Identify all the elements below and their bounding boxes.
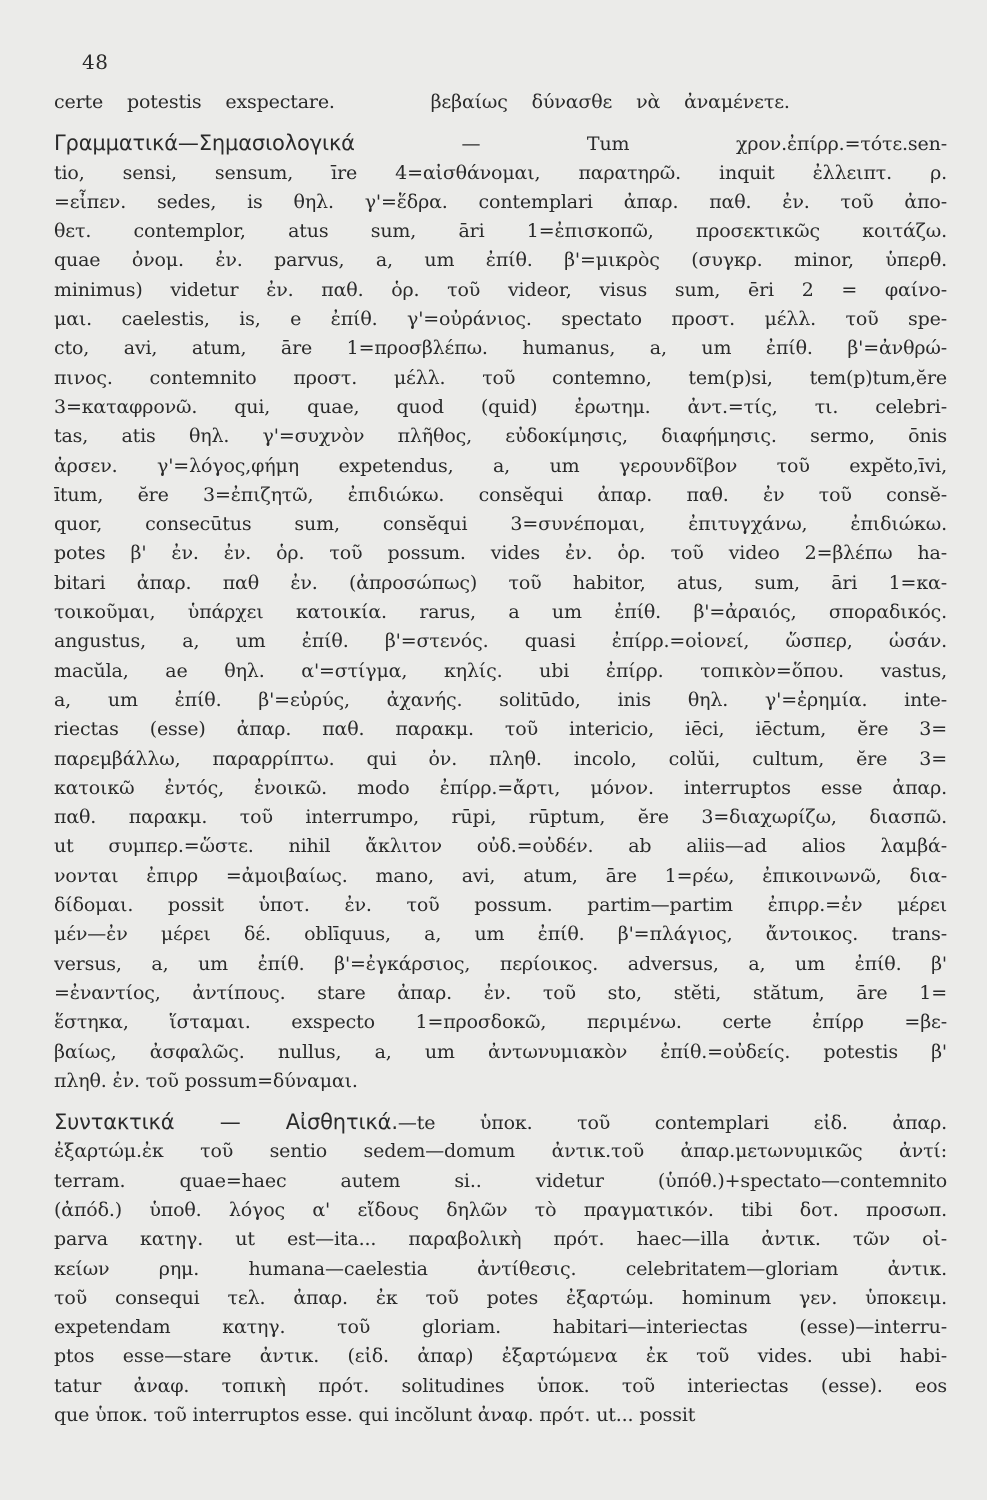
- text-line: [54, 1255, 947, 1284]
- section-grammatical: [54, 129, 947, 1096]
- line-text: ἐξαρτώμ.ἐκ τοῦ sentio sedem—domum ἀντικ.τοῦ ἀπαρ.μετωνυμικῶς ἀντί:: [54, 1140, 947, 1163]
- text-line: [54, 422, 947, 451]
- text-line: [54, 803, 947, 832]
- line-text: μέν—ἐν μέρει δέ. oblīquus, a, um ἐπίθ. β'=πλάγιος, ἄντοικος. trans-: [54, 923, 947, 946]
- text-line: [54, 276, 947, 305]
- text-line: [54, 715, 947, 744]
- line-text: tio, sensi, sensum, īre 4=αἰσθάνομαι, παρατηρῶ. inquit ἐλλειπτ. ρ.: [54, 161, 947, 184]
- line-text: ἀρσεν. γ'=λόγος,φήμη expetendus, a, um γερουνδῖβον τοῦ expĕto,īvi,: [54, 454, 947, 477]
- text-line: [54, 686, 947, 715]
- page-body: [54, 88, 947, 1430]
- text-line: [54, 393, 947, 422]
- text-line: [54, 1067, 947, 1096]
- line-text: πληθ. ἐν. τοῦ possum=δύναμαι.: [54, 1069, 358, 1092]
- line-text: νονται ἐπιρρ =ἀμοιβαίως. mano, avi, atum, āre 1=ρέω, ἐπικοινωνῶ, δια-: [54, 864, 947, 887]
- text-line: [54, 188, 947, 217]
- text-line: [54, 217, 947, 246]
- text-line: [54, 1008, 947, 1037]
- page-number: 48: [82, 50, 109, 74]
- line-text: minimus) videtur ἐν. παθ. ὁρ. τοῦ videor, visus sum, ēri 2 = φαίνο-: [54, 278, 947, 301]
- text-line: [54, 920, 947, 949]
- text-line: [54, 334, 947, 363]
- text-line: [54, 1342, 947, 1371]
- text-line: [54, 510, 947, 539]
- line-text: terram. quae=haec autem si.. videtur (ὑπόθ.)+spectato—contemnito: [54, 1169, 947, 1192]
- section-heading: Γραμματικά—Σημασιολογικά: [54, 131, 355, 156]
- line-text: expetendam κατηγ. τοῦ gloriam. habitari—interiectas (esse)—interru-: [54, 1316, 947, 1339]
- text-line: [54, 481, 947, 510]
- line-text: ἕστηκα, ἵσταμαι. exspecto 1=προσδοκῶ, περιμένω. certe ἐπίρρ =βε-: [54, 1011, 947, 1034]
- line-text: macŭla, ae θηλ. α'=στίγμα, κηλίς. ubi ἐπίρρ. τοπικὸν=ὅπου. vastus,: [54, 659, 947, 682]
- title-greek: βεβαίως δύνασθε νὰ ἀναμένετε.: [430, 91, 790, 113]
- line-text: (ἀπόδ.) ὑποθ. λόγος α' εἴδους δηλῶν τὸ πραγματικόν. tibi δοτ. προσωπ.: [54, 1198, 947, 1221]
- line-text: a, um ἐπίθ. β'=εὐρύς, ἀχανής. solitūdo, inis θηλ. γ'=ἐρημία. inte-: [54, 688, 947, 711]
- title-latin: certe potestis exspectare.: [54, 91, 335, 113]
- line-text: cto, avi, atum, āre 1=προσβλέπω. humanus, a, um ἐπίθ. β'=ἀνθρώ-: [54, 337, 947, 360]
- text-line: [54, 598, 947, 627]
- line-text: δίδομαι. possit ὑποτ. ἐν. τοῦ possum. partim—partim ἐπιρρ.=ἐν μέρει: [54, 894, 947, 917]
- text-line: [54, 539, 947, 568]
- text-line: [54, 979, 947, 1008]
- text-line: [54, 1196, 947, 1225]
- line-text: πινος. contemnito προστ. μέλλ. τοῦ contemno, tem(p)si, tem(p)tum,ĕre: [54, 366, 947, 389]
- text-line: [54, 774, 947, 803]
- section-heading: Συντακτικά — Αἰσθητικά.: [54, 1110, 398, 1135]
- text-line: [54, 1108, 947, 1137]
- line-text: riectas (esse) ἀπαρ. παθ. παρακμ. τοῦ intericio, iēci, iēctum, ĕre 3=: [54, 718, 947, 741]
- text-line: [54, 657, 947, 686]
- text-line: [54, 745, 947, 774]
- section-syntactic: [54, 1108, 947, 1430]
- text-line: [54, 950, 947, 979]
- line-text: παρεμβάλλω, παραρρίπτω. qui ὀν. πληθ. incolo, colŭi, cultum, ĕre 3=: [54, 747, 947, 770]
- line-text: ut συμπερ.=ὥστε. nihil ἄκλιτον οὐδ.=οὐδέν. ab aliis—ad alios λαμβά-: [54, 835, 947, 858]
- text-line: [54, 1167, 947, 1196]
- text-line: [54, 129, 947, 158]
- text-line: [54, 1137, 947, 1166]
- text-line: [54, 1038, 947, 1067]
- line-text: κατοικῶ ἐντός, ἐνοικῶ. modo ἐπίρρ.=ἄρτι, μόνον. interruptos esse ἀπαρ.: [54, 776, 947, 799]
- line-text: potes β' ἐν. ἐν. ὁρ. τοῦ possum. vides ἐν. ὁρ. τοῦ video 2=βλέπω ha-: [54, 542, 947, 565]
- line-text: parva κατηγ. ut est—ita... παραβολικὴ πρότ. haec—illa ἀντικ. τῶν οἰ-: [54, 1228, 947, 1251]
- text-line: [54, 891, 947, 920]
- text-line: [54, 1313, 947, 1342]
- line-text: bitari ἀπαρ. παθ ἐν. (ἀπροσώπως) τοῦ habitor, atus, sum, āri 1=κα-: [54, 571, 947, 594]
- line-text: tatur ἀναφ. τοπικὴ πρότ. solitudines ὑποκ. τοῦ interiectas (esse). eos: [54, 1374, 947, 1397]
- line-text: quor, consecūtus sum, consĕqui 3=συνέπομαι, ἐπιτυγχάνω, ἐπιδιώκω.: [54, 513, 947, 536]
- text-line: [54, 627, 947, 656]
- line-text: θετ. contemplor, atus sum, āri 1=ἐπισκοπῶ, προσεκτικῶς κοιτάζω.: [54, 220, 947, 243]
- title-line: [54, 88, 947, 117]
- line-text: que ὑποκ. τοῦ interruptos esse. qui incŏlunt ἀναφ. πρότ. ut... possit: [54, 1404, 696, 1427]
- line-text: versus, a, um ἐπίθ. β'=ἐγκάρσιος, περίοικος. adversus, a, um ἐπίθ. β': [54, 952, 947, 975]
- text-line: [54, 452, 947, 481]
- text-line: [54, 246, 947, 275]
- text-line: [54, 862, 947, 891]
- line-text: =εἶπεν. sedes, is θηλ. γ'=ἕδρα. contemplari ἀπαρ. παθ. ἐν. τοῦ ἀπο-: [54, 190, 947, 213]
- line-text: ptos esse—stare ἀντικ. (εἰδ. ἀπαρ) ἐξαρτώμενα ἐκ τοῦ vides. ubi habi-: [54, 1345, 947, 1368]
- text-line: [54, 305, 947, 334]
- text-line: [54, 569, 947, 598]
- line-text: angustus, a, um ἐπίθ. β'=στενός. quasi ἐπίρρ.=οἱονεί, ὥσπερ, ὡσάν.: [54, 630, 947, 653]
- line-text: tas, atis θηλ. γ'=συχνὸν πλῆθος, εὐδοκίμησις, διαφήμησις. sermo, ōnis: [54, 425, 947, 448]
- line-text: =ἐναντίος, ἀντίπους. stare ἀπαρ. ἐν. τοῦ sto, stĕti, stătum, āre 1=: [54, 981, 947, 1004]
- line-text: — Tum χρον.ἐπίρρ.=τότε.sen-: [354, 133, 947, 156]
- line-text: βαίως, ἀσφαλῶς. nullus, a, um ἀντωνυμιακὸν ἐπίθ.=οὐδείς. potestis β': [54, 1040, 947, 1063]
- line-text: —te ὑποκ. τοῦ contemplari εἰδ. ἀπαρ.: [397, 1112, 947, 1135]
- text-line: [54, 1225, 947, 1254]
- text-line: [54, 832, 947, 861]
- text-line: [54, 1401, 947, 1430]
- line-text: τοικοῦμαι, ὑπάρχει κατοικία. rarus, a um ἐπίθ. β'=ἀραιός, σποραδικός.: [54, 601, 947, 624]
- line-text: τοῦ consequi τελ. ἀπαρ. ἐκ τοῦ potes ἐξαρτώμ. hominum γεν. ὑποκειμ.: [54, 1286, 947, 1309]
- text-line: [54, 159, 947, 188]
- line-text: μαι. caelestis, is, e ἐπίθ. γ'=οὐράνιος. spectato προστ. μέλλ. τοῦ spe-: [54, 308, 947, 331]
- line-text: quae ὀνομ. ἐν. parvus, a, um ἐπίθ. β'=μικρὸς (συγκρ. minor, ὑπερθ.: [54, 249, 947, 272]
- line-text: ītum, ĕre 3=ἐπιζητῶ, ἐπιδιώκω. consĕqui ἀπαρ. παθ. ἐν τοῦ consĕ-: [54, 483, 947, 506]
- line-text: κείων ρημ. humana—caelestia ἀντίθεσις. celebritatem—gloriam ἀντικ.: [54, 1257, 947, 1280]
- text-line: [54, 1284, 947, 1313]
- text-line: [54, 1372, 947, 1401]
- line-text: παθ. παρακμ. τοῦ interrumpo, rūpi, rūptum, ĕre 3=διαχωρίζω, διασπῶ.: [54, 806, 947, 829]
- line-text: 3=καταφρονῶ. qui, quae, quod (quid) ἐρωτημ. ἀντ.=τίς, τι. celebri-: [54, 395, 947, 418]
- text-line: [54, 364, 947, 393]
